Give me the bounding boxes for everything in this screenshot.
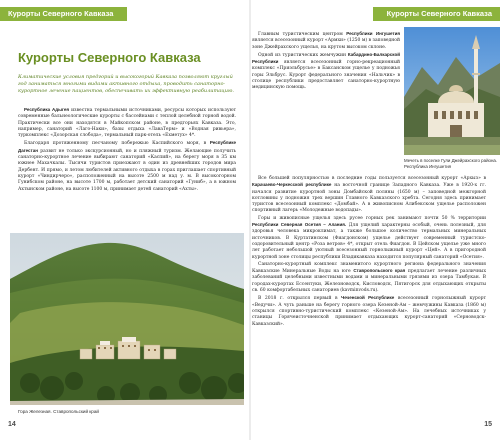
paragraph-text: В 2018 г. открылся первый в (258, 296, 338, 302)
region-name: Карачаево-Черкесской республике (252, 182, 332, 188)
paragraph-text: Благодаря протяженному песчаному побережью Каспийского моря, в (24, 141, 207, 147)
body-text (18, 107, 236, 194)
paragraph-chechnya (252, 295, 486, 327)
paragraph-text: на восточной границе Западного Кавказа. Уже в 1920-х гг. начался развитие курортной зоны Домбайской поляны (1650 м) – заповедной межгорной котловины у подножия трех вершин Главного Кавказского хребта. Сегодня здесь принимает туристов всесезонный комплекс «Домбай». А в живописном Алибекском ущелье расположен спортивный лагерь «Молодежные водопады». (252, 183, 486, 214)
running-head: Курорты Северного Кавказа (0, 7, 127, 21)
paragraph-text: Горы и живописные ущелья здесь русее горных рек занимают почти 50 % территории (258, 215, 486, 221)
photo-caption: Мечеть в поселке Гули Джейрахского района. Республика Ингушетия (404, 158, 498, 169)
body-text (252, 176, 486, 329)
paragraph-text: развит не только экскурсионный, но и пляжный туризм. Желающие получить санаторно-курортное лечение выбирают санаторий «Каспий», на берегу моря в 35 км южнее Махачкалы. Тысячи туристов приезжают в один из древнейших городов мира Дербент. И прямо, и летом любителей активного отдыха в горах приглашает спортивный курорт «Чиндирчеро», расположенный на высоте 2500 м над у. м. В высокогорном Гунибском районе, на высоте 1700 м, работает детский санаторий «Гуниб», а в южном Ахтынском районе, на высоте 1100 м, принимает детей санаторий «Ахты». (18, 148, 237, 192)
right-page (250, 0, 500, 440)
intro-paragraph: Климатические условия предгорий и высокогорий Кавказа позволяют круглый год заниматься многими видами активного отдыха, проводить санаторно-курортное лечение пациентов, обеспечивать их эффективную реабилитацию. (18, 74, 234, 94)
photo-caption: Гора Железная. Ставропольский край (18, 409, 99, 414)
paragraph-text: Одной из туристических жемчужин (258, 52, 346, 58)
paragraph-ossetia (252, 216, 486, 261)
running-head: Курорты Северного Кавказа (373, 7, 500, 21)
paragraph-text: является всесезонный горно-рекреационный комплекс «Приэльбрусье» в Баксанском ущелье у подножья горы Эльбрус. Курорт федерального значения «Нальчик» в столице республики предоставляет санаторно-курортную медицинскую помощь. (252, 60, 400, 91)
paragraph-caspian (18, 140, 236, 192)
top-text-column (252, 31, 400, 93)
paragraph-text: Все большей популярностью в последние годы пользуется всесезонный курорт «Архыз» в (258, 176, 486, 181)
paragraph-text: всесезонный горнолыжный курорт «Ведучи». А чуть раньше на берегу горного озера Кезеной-Ам – жемчужины Кавказа (1860 м) открылся спортивно-туристический комплекс «Кезеной-Ам». На лечебных источниках у станицы Горячеисточненской принимает отдыхающих курорт-санаторий «Серноводск-Кавказский». (252, 296, 486, 327)
paragraph-kbr (252, 52, 400, 92)
region-name: Ставропольского края (353, 268, 406, 274)
page-number: 14 (8, 421, 16, 428)
paragraph-text: известна термальными источниками, ресурсы которых используют современные бальнеологические курорты с бассейнами с теплой целебной горной водой. Практически все они находятся в Майкопском районе, в предгорьях Кавказа. Это, например, санаторий «Лаго-Наки», базы отдыха «ЛаваТерм» и «Водная ривьера», туркомплекс «Дозорская слобода», термальный парк-отель «Ехметух» 4*. (18, 108, 236, 139)
mountain-resort-photo (10, 233, 244, 405)
region-name: Республике Дагестан (18, 140, 236, 153)
paragraph-ingushetia (252, 31, 400, 51)
region-name: Республики Северная Осетия – Алания. (252, 222, 347, 228)
paragraph-text: предлагает лечение различных заболеваний целебными известными водами и минеральными грязями из озера Тамбукан. В городах-курортах Ессентуки, Железноводск, Кисловодск, Пятигорск для отдыхающих открыты св. 60 комфортабельных санаториев (kavminvods.ru). (252, 269, 487, 294)
section-title: Курорты Северного Кавказа (18, 50, 201, 65)
region-name: Кабардино-Балкарской Республики (252, 51, 400, 65)
paragraph-text: Главным туристическим центром (258, 32, 343, 37)
paragraph-text: Для ущелий характерны особый, очень полезный, для здоровья человека микроклимат, а также большое количество термальных минеральных источников. В Куртатинском (Фиагдонском) ущелье действует современный туристско-оздоровительный центр «Роза ветров» 4*, открыт отель Фиагдон. В Цейском ущелье уже много лет работает небольшой уютный всесезонный горнолыжный курорт «Цей». А в пригородной курортной зоне столицы республики Владикавказа находится популярный санаторий «Осетия». (252, 223, 486, 260)
paragraph-kchr (252, 176, 486, 215)
page-number: 15 (484, 421, 492, 428)
region-name: Республика Адыгея (24, 107, 69, 112)
region-name: Республики Ингушетия (346, 31, 400, 36)
paragraph-text: является всесезонный курорт «Армхи» (1250 м) в заповедной зоне Джейрахского ущелья, на крутом высоком склоне. (252, 38, 401, 50)
paragraph-adygea (18, 107, 236, 139)
mosque-photo (404, 27, 500, 155)
region-name: Чеченской Республике (341, 295, 395, 301)
paragraph-text: Санаторно-курортный комплекс знаменитого курортного региона федерального значения Кавказские Минеральные Воды на юге (252, 261, 486, 275)
paragraph-stavropol (252, 262, 486, 294)
